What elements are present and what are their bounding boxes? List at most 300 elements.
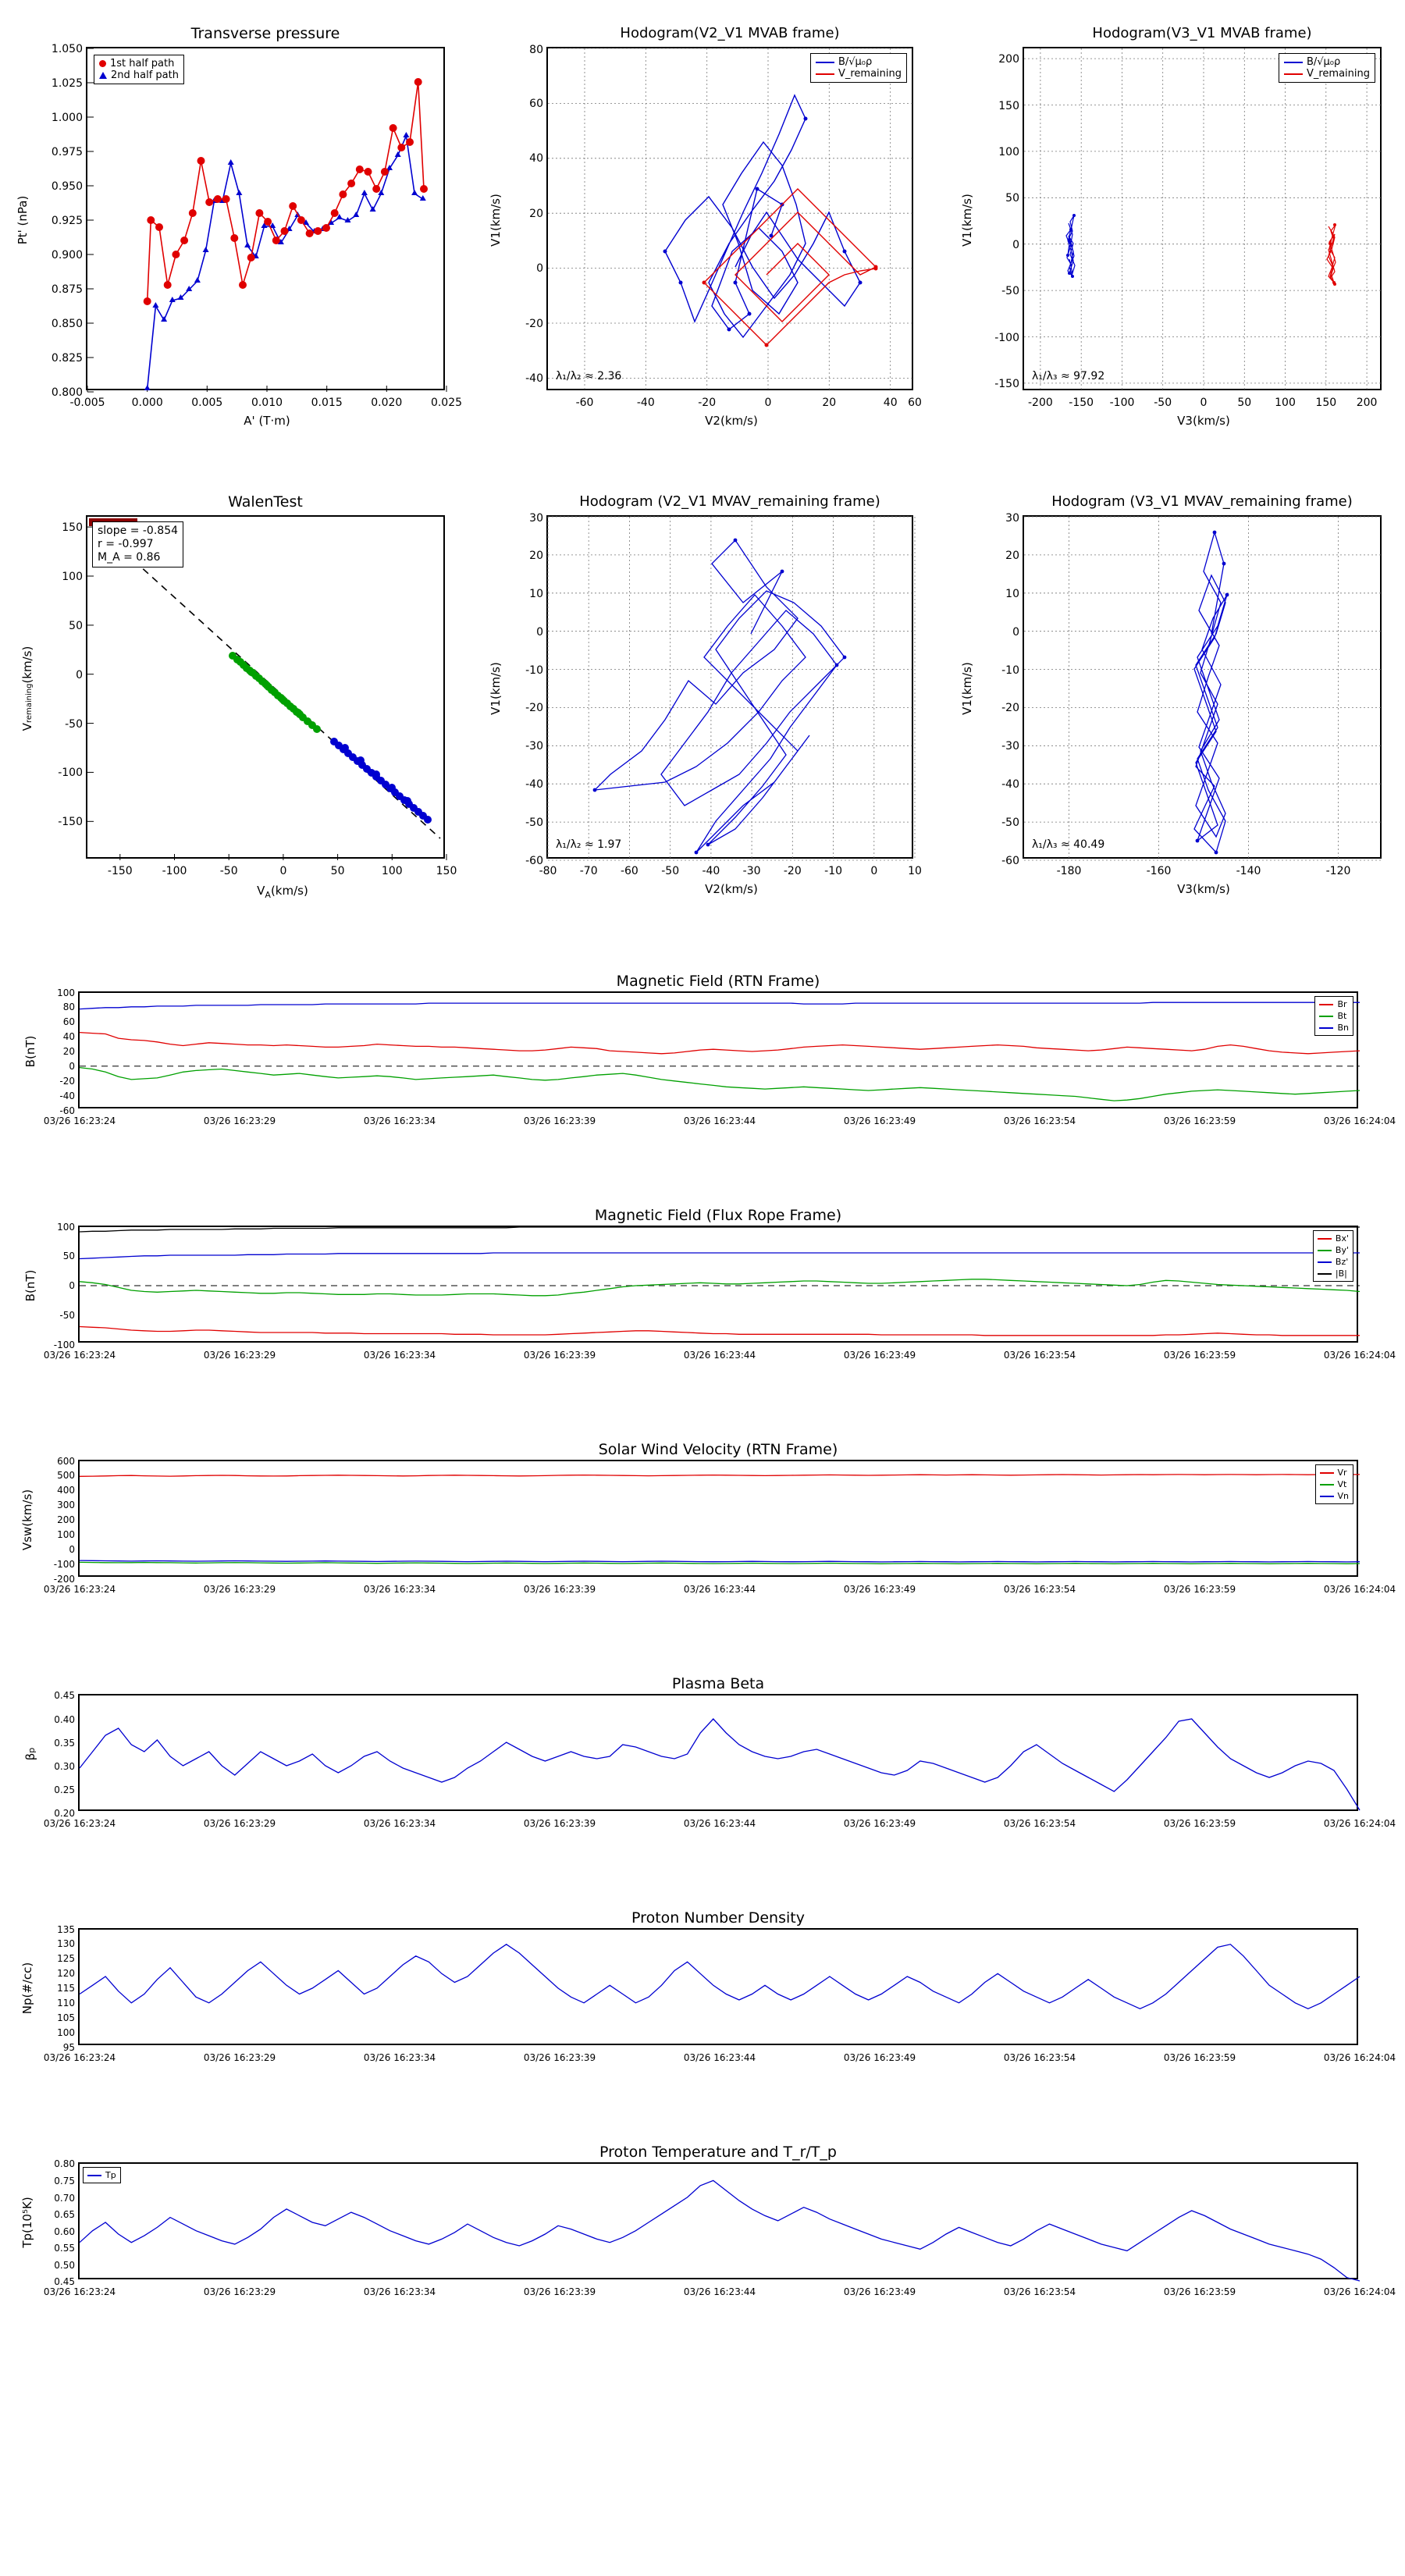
svg-text:03/26 16:23:49: 03/26 16:23:49 — [843, 2286, 916, 2297]
svg-text:30: 30 — [529, 512, 543, 525]
svg-text:150: 150 — [998, 100, 1019, 112]
svg-text:150: 150 — [436, 865, 457, 877]
legend-hodogram-v2v1-mvab — [810, 53, 907, 83]
axes-magnetic-field-rtn — [23, 973, 1396, 1126]
svg-text:0.015: 0.015 — [311, 397, 343, 409]
svg-text:-50: -50 — [1001, 285, 1019, 297]
axes-plasma-beta — [23, 1675, 1396, 1829]
panel-transverse-pressure — [0, 0, 468, 437]
svg-text:03/26 16:23:34: 03/26 16:23:34 — [363, 1584, 436, 1595]
svg-text:03/26 16:23:54: 03/26 16:23:54 — [1003, 1350, 1076, 1361]
svg-text:V1(km/s): V1(km/s) — [960, 662, 974, 715]
svg-text:03/26 16:23:39: 03/26 16:23:39 — [523, 2052, 596, 2063]
legend-label: Br — [1337, 999, 1347, 1009]
legend-line — [1320, 1484, 1334, 1485]
svg-text:-10: -10 — [525, 664, 543, 677]
panel-title: Hodogram(V2_V1 MVAB frame) — [620, 25, 840, 41]
svg-text:A' (T·m): A' (T·m) — [244, 414, 290, 428]
svg-text:03/26 16:23:59: 03/26 16:23:59 — [1163, 1584, 1236, 1595]
panel-solar-wind-velocity-rtn — [0, 1429, 1405, 1608]
panel-hodogram-v3v1-mvab — [937, 0, 1405, 437]
panel-title — [80, 2144, 1357, 2161]
svg-text:0.40: 0.40 — [54, 1714, 75, 1725]
svg-text:03/26 16:23:29: 03/26 16:23:29 — [203, 1115, 276, 1126]
svg-text:03/26 16:23:34: 03/26 16:23:34 — [363, 1115, 436, 1126]
svg-text:100: 100 — [381, 865, 403, 877]
svg-text:03/26 16:23:39: 03/26 16:23:39 — [523, 2286, 596, 2297]
legend-item — [1318, 1256, 1349, 1268]
svg-text:0: 0 — [69, 1061, 75, 1072]
svg-text:V2(km/s): V2(km/s) — [705, 882, 758, 896]
svg-text:1.050: 1.050 — [51, 43, 83, 55]
legend-label: B/√μ₀ρ — [838, 56, 873, 68]
legend-line — [1318, 1273, 1332, 1275]
svg-text:03/26 16:23:44: 03/26 16:23:44 — [683, 1584, 756, 1595]
svg-text:-200: -200 — [1028, 397, 1053, 409]
svg-text:0.875: 0.875 — [51, 283, 83, 296]
svg-text:-40: -40 — [525, 778, 543, 791]
svg-text:03/26 16:23:44: 03/26 16:23:44 — [683, 1350, 756, 1361]
svg-text:40: 40 — [529, 152, 543, 165]
svg-text:03/26 16:23:29: 03/26 16:23:29 — [203, 2052, 276, 2063]
svg-text:130: 130 — [57, 1938, 75, 1949]
panel-hodogram-v3v1-mvav — [937, 468, 1405, 906]
legend-item — [1284, 68, 1370, 80]
legend-label: Vn — [1337, 1491, 1349, 1501]
svg-text:0.55: 0.55 — [54, 2243, 75, 2254]
svg-text:03/26 16:23:49: 03/26 16:23:49 — [843, 1584, 916, 1595]
svg-text:03/26 16:23:49: 03/26 16:23:49 — [843, 1350, 916, 1361]
axes-hodogram-v3v1-mvav — [960, 493, 1382, 896]
legend-line — [1319, 1027, 1333, 1029]
panel-title: Solar Wind Velocity (RTN Frame) — [598, 1441, 838, 1458]
svg-text:-60: -60 — [59, 1105, 75, 1116]
svg-text:03/26 16:23:54: 03/26 16:23:54 — [1003, 1818, 1076, 1829]
svg-text:100: 100 — [57, 1529, 75, 1540]
svg-text:V3(km/s): V3(km/s) — [1177, 414, 1230, 428]
svg-text:100: 100 — [1275, 397, 1296, 409]
svg-text:200: 200 — [1356, 397, 1378, 409]
legend-label: Vr — [1337, 1468, 1347, 1478]
svg-text:-100: -100 — [53, 1340, 75, 1350]
svg-text:0.010: 0.010 — [251, 397, 283, 409]
axes-magnetic-field-flux-rope — [23, 1207, 1396, 1361]
legend-line — [1284, 62, 1303, 63]
svg-text:0: 0 — [870, 865, 878, 877]
svg-text:0.900: 0.900 — [51, 249, 83, 262]
svg-text:-50: -50 — [525, 817, 543, 829]
eigenvalue-ratio-annotation: λ₁/λ₃ ≈ 97.92 — [1032, 370, 1105, 382]
svg-text:-120: -120 — [1325, 865, 1351, 877]
legend-line — [1319, 1016, 1333, 1017]
svg-text:0: 0 — [536, 262, 543, 275]
svg-text:0: 0 — [1012, 626, 1019, 639]
legend-item — [1318, 1268, 1349, 1279]
legend-item — [1320, 1478, 1350, 1490]
svg-text:03/26 16:23:24: 03/26 16:23:24 — [43, 1818, 116, 1829]
plot-hodogram-v2v1-mvab — [489, 44, 922, 428]
svg-text:500: 500 — [57, 1470, 75, 1481]
legend-label: By' — [1335, 1245, 1349, 1255]
svg-text:03/26 16:23:59: 03/26 16:23:59 — [1163, 2286, 1236, 2297]
panel-hodogram-v2v1-mvab — [468, 0, 937, 437]
legend-label: |B| — [1335, 1268, 1347, 1279]
svg-text:-100: -100 — [162, 865, 187, 877]
svg-text:V3(km/s): V3(km/s) — [1177, 882, 1230, 896]
svg-text:-50: -50 — [65, 718, 83, 731]
svg-text:0: 0 — [69, 1544, 75, 1555]
svg-text:-100: -100 — [994, 332, 1019, 344]
plot-hodogram-v2v1-mvav — [489, 512, 922, 896]
svg-text:100: 100 — [57, 987, 75, 998]
svg-text:03/26 16:23:49: 03/26 16:23:49 — [843, 2052, 916, 2063]
svg-text:0.825: 0.825 — [51, 352, 83, 365]
svg-text:50: 50 — [69, 620, 83, 632]
svg-text:03/26 16:24:04: 03/26 16:24:04 — [1323, 1584, 1396, 1595]
legend-marker-triangle — [99, 72, 107, 79]
svg-text:-40: -40 — [1001, 778, 1019, 791]
svg-text:100: 100 — [57, 2027, 75, 2038]
axes-hodogram-v3v1-mvab — [960, 25, 1382, 428]
legend-label: B/√μ₀ρ — [1306, 56, 1341, 68]
svg-text:-60: -60 — [575, 397, 594, 409]
svg-text:03/26 16:23:34: 03/26 16:23:34 — [363, 1818, 436, 1829]
svg-text:-10: -10 — [824, 865, 843, 877]
svg-text:-100: -100 — [1109, 397, 1135, 409]
legend-magnetic-field-rtn — [1314, 996, 1353, 1036]
svg-text:0.925: 0.925 — [51, 215, 83, 227]
legend-item — [1318, 1244, 1349, 1256]
svg-text:-40: -40 — [59, 1091, 75, 1101]
legend-line — [1320, 1472, 1334, 1474]
svg-text:03/26 16:23:54: 03/26 16:23:54 — [1003, 2052, 1076, 2063]
svg-text:03/26 16:23:44: 03/26 16:23:44 — [683, 2286, 756, 2297]
svg-text:03/26 16:23:34: 03/26 16:23:34 — [363, 2052, 436, 2063]
walen-slope: slope = -0.854 — [98, 525, 179, 537]
svg-text:95: 95 — [62, 2042, 75, 2053]
svg-text:03/26 16:24:04: 03/26 16:24:04 — [1323, 2052, 1396, 2063]
svg-text:B(nT): B(nT) — [23, 1269, 37, 1302]
svg-text:125: 125 — [57, 1953, 75, 1964]
panel-hodogram-v2v1-mvav — [468, 468, 937, 906]
svg-text:03/26 16:23:59: 03/26 16:23:59 — [1163, 2052, 1236, 2063]
svg-text:0.020: 0.020 — [371, 397, 403, 409]
svg-text:0.45: 0.45 — [54, 2276, 75, 2287]
legend-item — [1319, 998, 1349, 1010]
svg-text:0: 0 — [1200, 397, 1208, 409]
legend-item — [1320, 1467, 1350, 1478]
svg-text:03/26 16:23:29: 03/26 16:23:29 — [203, 2286, 276, 2297]
svg-text:120: 120 — [57, 1968, 75, 1979]
svg-text:1.025: 1.025 — [51, 77, 83, 90]
svg-text:600: 600 — [57, 1456, 75, 1467]
svg-text:-60: -60 — [620, 865, 638, 877]
timeseries-section — [0, 960, 1405, 2576]
svg-text:0: 0 — [69, 1280, 75, 1291]
svg-text:50: 50 — [62, 1251, 75, 1261]
svg-text:03/26 16:23:29: 03/26 16:23:29 — [203, 1818, 276, 1829]
svg-text:-70: -70 — [579, 865, 598, 877]
svg-text:03/26 16:24:04: 03/26 16:24:04 — [1323, 1115, 1396, 1126]
svg-text:0.000: 0.000 — [131, 397, 163, 409]
axes-proton-temperature — [20, 2144, 1396, 2297]
legend-item — [816, 68, 902, 80]
axis-labels-solar-wind-velocity-rtn — [20, 1456, 1396, 1595]
svg-text:03/26 16:23:59: 03/26 16:23:59 — [1163, 1818, 1236, 1829]
svg-text:20: 20 — [1005, 550, 1019, 562]
svg-text:03/26 16:23:54: 03/26 16:23:54 — [1003, 1584, 1076, 1595]
panel-title: Magnetic Field (RTN Frame) — [616, 973, 820, 990]
svg-text:03/26 16:23:24: 03/26 16:23:24 — [43, 1584, 116, 1595]
eigenvalue-ratio-annotation: λ₁/λ₃ ≈ 40.49 — [1032, 838, 1105, 851]
legend-item — [99, 69, 179, 81]
svg-text:50: 50 — [1005, 192, 1019, 205]
axis-labels-proton-number-density — [20, 1924, 1396, 2063]
svg-text:-20: -20 — [525, 702, 543, 714]
svg-text:03/26 16:23:49: 03/26 16:23:49 — [843, 1115, 916, 1126]
svg-text:V1(km/s): V1(km/s) — [489, 194, 503, 247]
svg-text:03/26 16:24:04: 03/26 16:24:04 — [1323, 2286, 1396, 2297]
svg-text:03/26 16:23:34: 03/26 16:23:34 — [363, 1350, 436, 1361]
panel-title: WalenTest — [228, 493, 303, 511]
svg-text:0.80: 0.80 — [54, 2158, 75, 2169]
svg-text:80: 80 — [529, 44, 543, 56]
axes-solar-wind-velocity-rtn — [20, 1441, 1396, 1595]
svg-text:B(nT): B(nT) — [23, 1035, 37, 1068]
legend-item — [1319, 1022, 1349, 1034]
legend-line — [816, 73, 834, 75]
svg-text:Tp(10⁵K): Tp(10⁵K) — [20, 2197, 34, 2248]
svg-text:03/26 16:23:39: 03/26 16:23:39 — [523, 1350, 596, 1361]
axis-labels-plasma-beta — [23, 1690, 1396, 1829]
axes-hodogram-v2v1-mvab — [489, 25, 922, 428]
svg-text:40: 40 — [883, 397, 898, 409]
legend-label: Tp — [105, 2170, 116, 2180]
plot-hodogram-v3v1-mvav — [960, 512, 1383, 896]
svg-text:150: 150 — [62, 521, 83, 534]
svg-text:115: 115 — [57, 1983, 75, 1994]
svg-text:0.60: 0.60 — [54, 2226, 75, 2237]
svg-text:-150: -150 — [1069, 397, 1094, 409]
svg-text:50: 50 — [330, 865, 345, 877]
legend-item — [87, 2169, 116, 2181]
axes-proton-number-density — [20, 1909, 1396, 2063]
svg-text:03/26 16:23:39: 03/26 16:23:39 — [523, 1818, 596, 1829]
svg-text:-80: -80 — [539, 865, 557, 877]
legend-label: Bx' — [1335, 1233, 1349, 1244]
legend-item — [99, 58, 179, 69]
svg-text:0.25: 0.25 — [54, 1784, 75, 1795]
svg-text:-50: -50 — [661, 865, 680, 877]
legend-line — [1318, 1250, 1332, 1251]
panel-title: Transverse pressure — [190, 25, 340, 42]
svg-text:03/26 16:23:59: 03/26 16:23:59 — [1163, 1350, 1236, 1361]
legend-label: V_remaining — [838, 68, 902, 80]
svg-text:0.70: 0.70 — [54, 2193, 75, 2204]
svg-text:100: 100 — [62, 571, 83, 583]
panel-title — [548, 493, 912, 510]
legend-line — [87, 2175, 101, 2176]
panel-proton-temperature — [0, 2131, 1405, 2311]
svg-text:135: 135 — [57, 1924, 75, 1935]
svg-text:-20: -20 — [59, 1076, 75, 1087]
svg-text:0.35: 0.35 — [54, 1738, 75, 1749]
svg-text:20: 20 — [62, 1046, 75, 1057]
svg-text:0.75: 0.75 — [54, 2176, 75, 2186]
panel-magnetic-field-flux-rope — [0, 1194, 1405, 1374]
panel-title: Plasma Beta — [671, 1675, 765, 1692]
svg-text:-30: -30 — [525, 740, 543, 753]
svg-text:60: 60 — [62, 1016, 75, 1027]
svg-text:-150: -150 — [107, 865, 133, 877]
eigenvalue-ratio-annotation: λ₁/λ₂ ≈ 1.97 — [556, 838, 622, 851]
svg-text:10: 10 — [529, 588, 543, 600]
svg-text:400: 400 — [57, 1485, 75, 1496]
legend-label: Vt — [1337, 1479, 1347, 1489]
svg-text:0: 0 — [536, 626, 543, 639]
svg-text:20: 20 — [822, 397, 837, 409]
svg-text:80: 80 — [62, 1002, 75, 1012]
axes-walen-test — [20, 493, 457, 900]
panel-title-text: Proton Temperature and T_r/T_p — [599, 2144, 837, 2161]
svg-text:0: 0 — [279, 865, 287, 877]
svg-text:03/26 16:23:44: 03/26 16:23:44 — [683, 1115, 756, 1126]
svg-text:0.800: 0.800 — [51, 386, 83, 399]
legend-item — [1319, 1010, 1349, 1022]
legend-label: Bz' — [1335, 1257, 1349, 1267]
svg-text:03/26 16:23:24: 03/26 16:23:24 — [43, 2052, 116, 2063]
svg-text:-30: -30 — [1001, 740, 1019, 753]
legend-item — [1318, 1233, 1349, 1244]
legend-line — [1318, 1238, 1332, 1240]
legend-line — [1319, 1004, 1333, 1005]
svg-text:300: 300 — [57, 1500, 75, 1510]
svg-text:0: 0 — [76, 669, 83, 681]
svg-text:40: 40 — [62, 1031, 75, 1042]
panel-title: Magnetic Field (Flux Rope Frame) — [594, 1207, 842, 1224]
legend-label: 2nd half path — [111, 69, 179, 81]
legend-label: Bt — [1337, 1011, 1347, 1021]
svg-text:03/26 16:23:24: 03/26 16:23:24 — [43, 1350, 116, 1361]
walen-fit-annotation — [92, 521, 183, 568]
svg-text:0.50: 0.50 — [54, 2260, 75, 2271]
svg-text:-50: -50 — [1154, 397, 1172, 409]
legend-item — [816, 56, 902, 68]
svg-text:0.45: 0.45 — [54, 1690, 75, 1701]
svg-text:150: 150 — [1315, 397, 1337, 409]
svg-text:03/26 16:23:39: 03/26 16:23:39 — [523, 1115, 596, 1126]
svg-text:-160: -160 — [1146, 865, 1172, 877]
panel-title-text: Hodogram (V2_V1 MVAV_remaining frame) — [579, 493, 880, 510]
legend-transverse-pressure — [94, 55, 184, 84]
legend-label: V_remaining — [1306, 68, 1370, 80]
svg-text:110: 110 — [57, 1998, 75, 2008]
axes-transverse-pressure — [16, 25, 463, 428]
svg-text:0.850: 0.850 — [51, 318, 83, 330]
legend-magnetic-field-flux-rope — [1313, 1230, 1353, 1282]
svg-text:100: 100 — [998, 146, 1019, 158]
svg-text:Pt' (nPa): Pt' (nPa) — [16, 195, 30, 245]
svg-text:-20: -20 — [525, 318, 543, 330]
svg-text:V2(km/s): V2(km/s) — [705, 414, 758, 428]
svg-text:03/26 16:23:49: 03/26 16:23:49 — [843, 1818, 916, 1829]
svg-text:-150: -150 — [994, 378, 1019, 390]
svg-text:Vremaining(km/s): Vremaining(km/s) — [20, 646, 34, 731]
panel-proton-number-density — [0, 1897, 1405, 2076]
svg-text:20: 20 — [529, 550, 543, 562]
legend-marker-circle — [99, 60, 106, 67]
legend-line — [1284, 73, 1303, 75]
svg-text:0: 0 — [764, 397, 772, 409]
svg-text:03/26 16:23:34: 03/26 16:23:34 — [363, 2286, 436, 2297]
svg-text:03/26 16:23:44: 03/26 16:23:44 — [683, 1818, 756, 1829]
panel-title: Proton Number Density — [631, 1909, 805, 1927]
svg-text:03/26 16:23:29: 03/26 16:23:29 — [203, 1350, 276, 1361]
svg-text:20: 20 — [529, 208, 543, 220]
legend-line — [1318, 1261, 1332, 1263]
svg-text:60: 60 — [908, 397, 922, 409]
svg-text:200: 200 — [998, 53, 1019, 66]
legend-hodogram-v3v1-mvab — [1279, 53, 1375, 83]
svg-text:-30: -30 — [742, 865, 761, 877]
svg-text:0.950: 0.950 — [51, 180, 83, 193]
legend-line — [816, 62, 834, 63]
svg-text:0.005: 0.005 — [191, 397, 223, 409]
svg-text:0.30: 0.30 — [54, 1761, 75, 1772]
panel-plasma-beta — [0, 1663, 1405, 1842]
legend-line — [1320, 1496, 1334, 1497]
svg-text:60: 60 — [529, 98, 543, 110]
svg-text:200: 200 — [57, 1514, 75, 1525]
axis-labels-magnetic-field-rtn — [23, 987, 1396, 1126]
svg-text:03/26 16:23:54: 03/26 16:23:54 — [1003, 2286, 1076, 2297]
svg-text:03/26 16:23:54: 03/26 16:23:54 — [1003, 1115, 1076, 1126]
svg-text:-140: -140 — [1236, 865, 1261, 877]
svg-text:0.975: 0.975 — [51, 146, 83, 158]
plot-walen-test — [20, 517, 457, 900]
svg-text:-100: -100 — [58, 767, 83, 779]
svg-text:105: 105 — [57, 2012, 75, 2023]
legend-proton-temperature — [83, 2167, 121, 2183]
svg-text:1.000: 1.000 — [51, 112, 83, 124]
walen-r: r = -0.997 — [98, 538, 154, 550]
legend-item — [1284, 56, 1370, 68]
svg-text:-40: -40 — [702, 865, 720, 877]
panel-magnetic-field-rtn — [0, 960, 1405, 1140]
svg-text:-40: -40 — [636, 397, 655, 409]
svg-text:50: 50 — [1237, 397, 1252, 409]
plot-hodogram-v3v1-mvab — [960, 48, 1383, 428]
svg-text:V1(km/s): V1(km/s) — [489, 662, 503, 715]
svg-text:-20: -20 — [1001, 702, 1019, 714]
svg-text:-200: -200 — [53, 1574, 75, 1585]
axis-labels-magnetic-field-flux-rope — [23, 1222, 1396, 1361]
svg-text:03/26 16:23:44: 03/26 16:23:44 — [683, 2052, 756, 2063]
eigenvalue-ratio-annotation: λ₁/λ₂ ≈ 2.36 — [556, 370, 622, 382]
svg-text:-180: -180 — [1056, 865, 1082, 877]
svg-text:-10: -10 — [1001, 664, 1019, 677]
svg-text:-60: -60 — [1001, 855, 1019, 867]
svg-text:03/26 16:23:24: 03/26 16:23:24 — [43, 2286, 116, 2297]
svg-text:-150: -150 — [58, 816, 83, 828]
svg-text:-50: -50 — [1001, 817, 1019, 829]
svg-text:0.025: 0.025 — [430, 397, 463, 409]
svg-text:0.20: 0.20 — [54, 1808, 75, 1819]
svg-text:-50: -50 — [59, 1310, 75, 1321]
svg-text:V1(km/s): V1(km/s) — [960, 194, 974, 247]
plot-transverse-pressure — [16, 43, 463, 428]
svg-text:03/26 16:23:24: 03/26 16:23:24 — [43, 1115, 116, 1126]
